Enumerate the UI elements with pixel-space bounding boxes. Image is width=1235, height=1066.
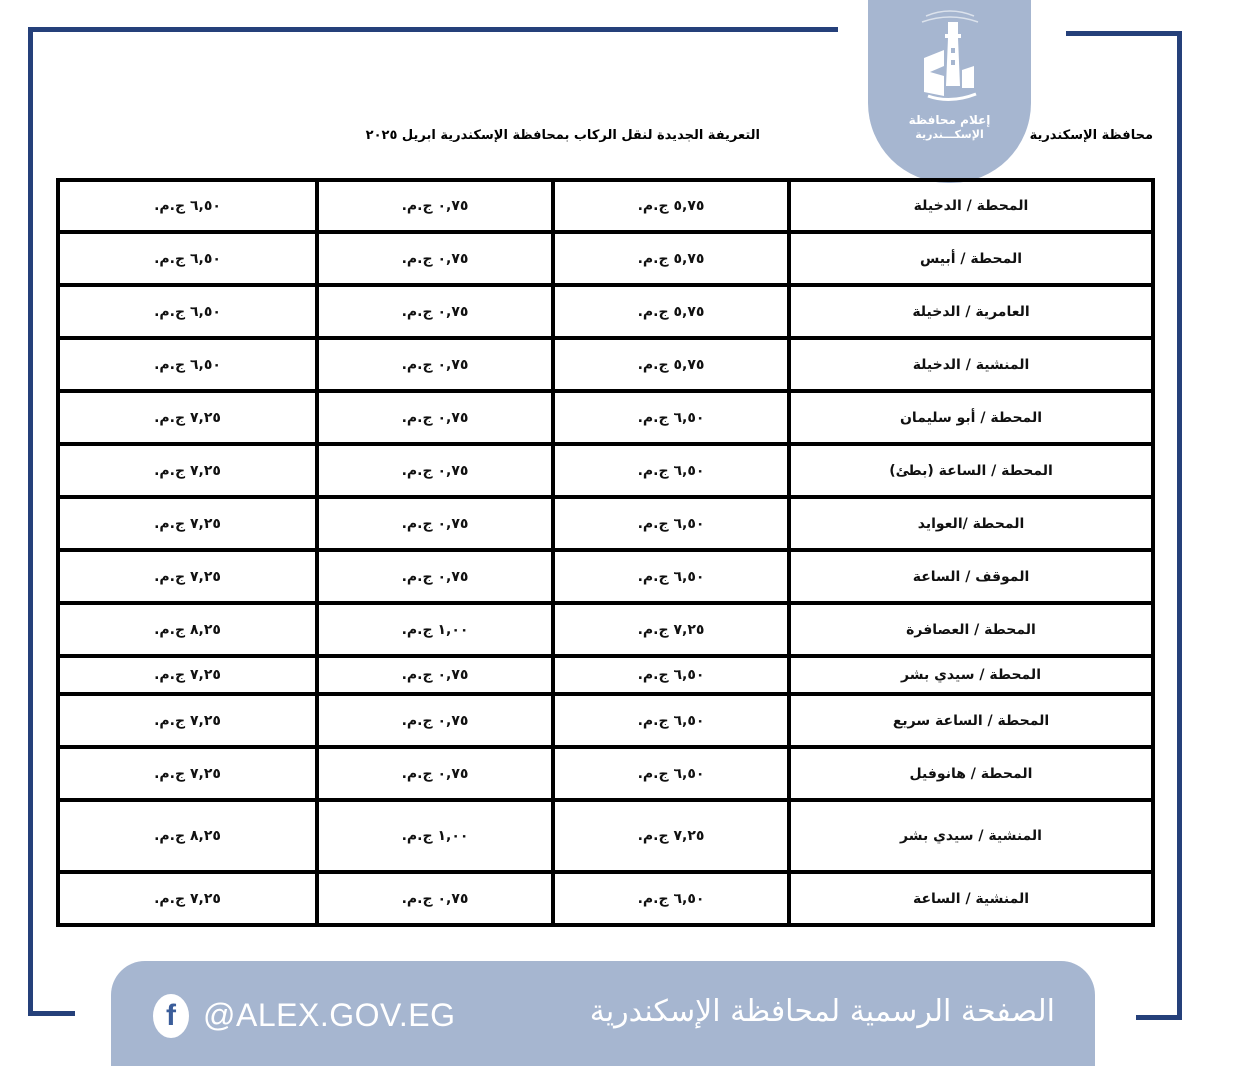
increase-cell: ٠,٧٥ ج.م. (317, 656, 553, 694)
route-cell: المحطة / الساعة (بطئ) (789, 444, 1153, 497)
fare-cell: ٧,٢٥ ج.م. (553, 603, 789, 656)
footer-bar (111, 961, 1095, 1066)
increase-cell: ١,٠٠ ج.م. (317, 603, 553, 656)
new-fare-cell: ٦,٥٠ ج.م. (58, 285, 317, 338)
new-fare-cell: ٧,٢٥ ج.م. (58, 872, 317, 925)
footer-title: الصفحة الرسمية لمحافظة الإسكندرية (589, 994, 1055, 1029)
new-fare-cell: ٧,٢٥ ج.م. (58, 656, 317, 694)
route-cell: المحطة / هانوفيل (789, 747, 1153, 800)
new-fare-cell: ٨,٢٥ ج.م. (58, 800, 317, 872)
new-fare-cell: ٧,٢٥ ج.م. (58, 497, 317, 550)
facebook-icon[interactable]: f (153, 994, 189, 1038)
governorate-label: محافظة الإسكندرية (1029, 128, 1153, 143)
frame-bottom-right-line (1136, 1015, 1182, 1020)
route-cell: المحطة / أبيس (789, 232, 1153, 285)
table-row (58, 497, 1153, 550)
fare-cell: ٦,٥٠ ج.م. (553, 550, 789, 603)
table-row (58, 444, 1153, 497)
fare-cell: ٦,٥٠ ج.م. (553, 872, 789, 925)
increase-cell: ٠,٧٥ ج.م. (317, 444, 553, 497)
increase-cell: ٠,٧٥ ج.م. (317, 550, 553, 603)
fare-cell: ٦,٥٠ ج.م. (553, 391, 789, 444)
new-fare-cell: ٧,٢٥ ج.م. (58, 694, 317, 747)
new-fare-cell: ٧,٢٥ ج.م. (58, 391, 317, 444)
frame-top-right-line (1066, 31, 1182, 36)
table-row (58, 800, 1153, 872)
table-row (58, 232, 1153, 285)
new-fare-cell: ٧,٢٥ ج.م. (58, 747, 317, 800)
route-cell: المحطة / الدخيلة (789, 180, 1153, 232)
new-fare-cell: ٧,٢٥ ج.م. (58, 550, 317, 603)
page-title: التعريفة الجديدة لنقل الركاب بمحافظة الإسكندرية ابريل ٢٠٢٥ (365, 128, 760, 143)
fare-cell: ٦,٥٠ ج.م. (553, 747, 789, 800)
increase-cell: ٠,٧٥ ج.م. (317, 180, 553, 232)
table-row (58, 180, 1153, 232)
social-handle[interactable]: @ALEX.GOV.EG (203, 997, 456, 1033)
fare-cell: ٥,٧٥ ج.م. (553, 180, 789, 232)
frame-bottom-left-line (28, 1011, 75, 1016)
logo-text-line2: الإسكـــندرية (915, 128, 984, 141)
table-row (58, 656, 1153, 694)
increase-cell: ٠,٧٥ ج.م. (317, 497, 553, 550)
increase-cell: ٠,٧٥ ج.م. (317, 747, 553, 800)
lighthouse-logo-icon (918, 8, 982, 108)
route-cell: المنشية / سيدي بشر (789, 800, 1153, 872)
route-cell: المحطة /العوايد (789, 497, 1153, 550)
increase-cell: ٠,٧٥ ج.م. (317, 872, 553, 925)
new-fare-cell: ٨,٢٥ ج.م. (58, 603, 317, 656)
route-cell: المحطة / سيدي بشر (789, 656, 1153, 694)
route-cell: المحطة / أبو سليمان (789, 391, 1153, 444)
route-cell: المنشية / الدخيلة (789, 338, 1153, 391)
route-cell: المنشية / الساعة (789, 872, 1153, 925)
route-cell: الموقف / الساعة (789, 550, 1153, 603)
fares-table-body (58, 180, 1153, 925)
table-row (58, 338, 1153, 391)
route-cell: العامرية / الدخيلة (789, 285, 1153, 338)
table-row (58, 391, 1153, 444)
table-row (58, 603, 1153, 656)
route-cell: المحطة / الساعة سريع (789, 694, 1153, 747)
route-cell: المحطة / العصافرة (789, 603, 1153, 656)
logo-text-line1: إعلام محافظة (908, 113, 991, 127)
increase-cell: ٠,٧٥ ج.م. (317, 285, 553, 338)
new-fare-cell: ٦,٥٠ ج.م. (58, 338, 317, 391)
fares-table (56, 178, 1155, 927)
table-row (58, 694, 1153, 747)
fare-cell: ٧,٢٥ ج.م. (553, 800, 789, 872)
frame-left-line (28, 27, 33, 1016)
table-row (58, 550, 1153, 603)
increase-cell: ٠,٧٥ ج.م. (317, 338, 553, 391)
fare-cell: ٥,٧٥ ج.م. (553, 285, 789, 338)
increase-cell: ٠,٧٥ ج.م. (317, 694, 553, 747)
frame-top-left-line (28, 27, 838, 32)
new-fare-cell: ٧,٢٥ ج.م. (58, 444, 317, 497)
table-row (58, 872, 1153, 925)
increase-cell: ٠,٧٥ ج.م. (317, 232, 553, 285)
table-row (58, 747, 1153, 800)
new-fare-cell: ٦,٥٠ ج.م. (58, 180, 317, 232)
new-fare-cell: ٦,٥٠ ج.م. (58, 232, 317, 285)
fare-cell: ٦,٥٠ ج.م. (553, 656, 789, 694)
fare-cell: ٦,٥٠ ج.م. (553, 497, 789, 550)
fare-cell: ٦,٥٠ ج.م. (553, 694, 789, 747)
frame-right-line (1177, 31, 1182, 1020)
increase-cell: ١,٠٠ ج.م. (317, 800, 553, 872)
table-row (58, 285, 1153, 338)
fare-cell: ٥,٧٥ ج.م. (553, 338, 789, 391)
logo-tab (868, 0, 1031, 183)
fare-cell: ٥,٧٥ ج.م. (553, 232, 789, 285)
increase-cell: ٠,٧٥ ج.م. (317, 391, 553, 444)
fare-cell: ٦,٥٠ ج.م. (553, 444, 789, 497)
